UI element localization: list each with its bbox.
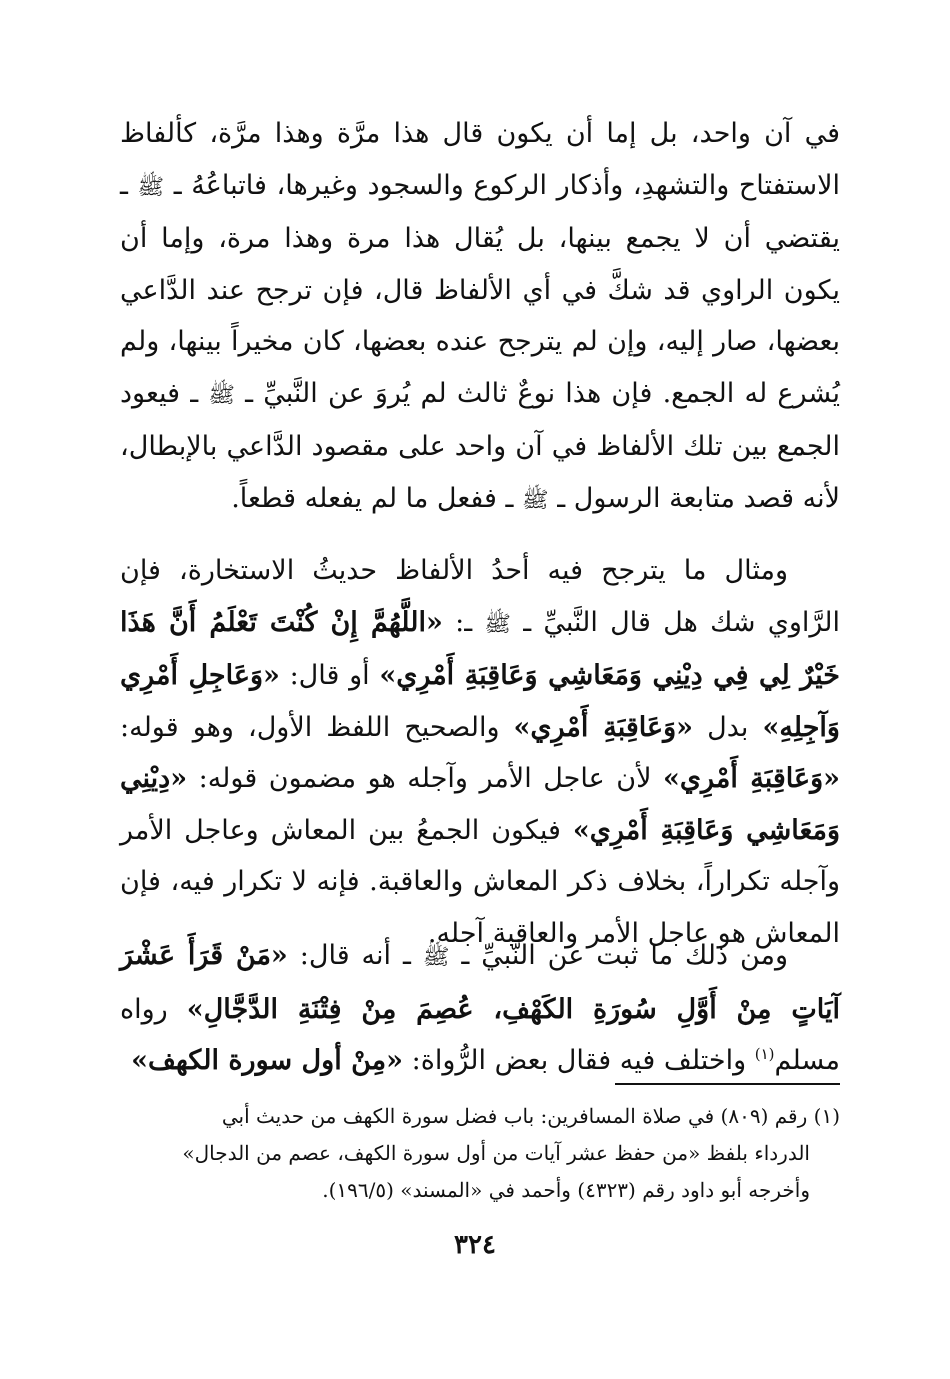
footnotes xyxy=(120,1098,840,1209)
hadith-quote: «وَعَاجِلِ أَمْرِي وَآجِلِهِ» xyxy=(120,660,840,743)
text-run: أو قال: xyxy=(279,660,380,691)
text-run: ـ: xyxy=(442,606,485,638)
paragraph-2-text xyxy=(120,545,840,959)
hadith-quote: «مِنْ أول سورة الكهف» xyxy=(131,1045,404,1076)
text-run: في آن واحد، بل إما أن يكون قال هذا مرَّة وهذا مرَّة، كألفاظ الاستفتاح والتشهدِ، وأذكار الركوع والسجود وغيرها، فاتباعُهُ ـ xyxy=(120,118,840,201)
page-number: ٣٢٤ xyxy=(454,1230,496,1260)
hadith-quote: «مَنْ قَرَأَ عَشْرَ آيَاتٍ مِنْ أَوَّلِ سُورَةِ الكَهْفِ، عُصِمَ مِنْ فِتْنَةِ الدَّجَّالِ» xyxy=(120,940,840,1025)
hadith-quote: «وَعَاقِبَةِ أَمْرِي» xyxy=(513,711,694,743)
text-run: ومن ذلك ما ثبت عن النَّبيِّ ـ xyxy=(449,940,788,971)
hadith-quote: «اللَّهُمَّ إِنْ كُنْتَ تَعْلَمُ أَنَّ هَذَا خَيْرٌ لِي فِي دِيْنِي وَمَعَاشِي وَعَاقِبَةِ أَمْرِي» xyxy=(120,606,840,691)
salla-glyph: ﷺ xyxy=(208,382,235,408)
paragraph-3 xyxy=(120,930,840,1087)
paragraph-1-text xyxy=(120,108,840,526)
salla-glyph: ﷺ xyxy=(137,174,165,200)
text-run: ـ يقتضي أن لا يجمع بينها، بل يُقال هذا مرة وهذا مرة، وإما أن يكون الراوي قد شكَّ في أي الألفاظ قال، فإن ترجح عند الدَّاعي بعضها، صار إليه، وإن لم يترجح عنده بعضها، كان مخيراً بينها، ولم يُشرع له الجمع. فإن هذا نوعٌ ثالث لم يُروَ عن النَّبيِّ ـ xyxy=(120,169,840,409)
text-run: ـ فيعود الجمع بين تلك الألفاظ في آن واحد على مقصود الدَّاعي بالإبطال، لأنه قصد متابعة الرسول ـ xyxy=(120,377,840,514)
text-run: فيكون الجمعُ بين المعاش وعاجل الأمر وآجله تكراراً، بخلاف ذكر المعاش والعاقبة. فإنه لا تكرار فيه، فإن المعاش هو عاجل الأمر والعاقبة آجله. xyxy=(120,814,840,949)
paragraph-1 xyxy=(120,108,840,526)
paragraph-2 xyxy=(120,545,840,959)
footnote-1-line-2: الدرداء بلفظ «من حفظ عشر آيات من أول سورة الكهف، عصم من الدجال» xyxy=(182,1141,810,1165)
footnote-divider xyxy=(615,1083,840,1085)
text-run: لأن عاجل الأمر وآجله هو مضمون قوله: xyxy=(187,763,663,794)
footnote-1-line-1: (١) رقم (٨٠٩) في صلاة المسافرين: باب فضل سورة الكهف من حديث أبي xyxy=(221,1104,840,1128)
salla-glyph: ﷺ xyxy=(422,945,450,970)
hadith-quote: «دِيْنِي وَمَعَاشِي وَعَاقِبَةِ أَمْرِي» xyxy=(120,763,840,846)
text-run: والصحيح اللفظ الأول، وهو قوله: xyxy=(120,711,514,743)
text-run: ـ أنه قال: xyxy=(287,940,423,971)
footnote-1-line-3: وأخرجه أبو داود رقم (٤٣٢٣) وأحمد في «المسند» (١٩٦/٥). xyxy=(322,1178,810,1202)
text-run: بدل xyxy=(693,711,763,743)
text-run: ومثال ما يترجح فيه أحدُ الألفاظ حديثُ الاستخارة، فإن الرَّاوي شك هل قال النَّبيِّ ـ xyxy=(120,555,841,638)
paragraph-3-text xyxy=(120,930,840,1087)
salla-glyph: ﷺ xyxy=(522,487,549,513)
text-run: ـ ففعل ما لم يفعله قطعاً. xyxy=(231,482,523,514)
footnote-reference[interactable]: (١) xyxy=(754,1045,775,1063)
text-run: واختلف فيه فقال بعض الرُّواة: xyxy=(403,1045,755,1076)
salla-glyph: ﷺ xyxy=(484,611,511,637)
hadith-quote: «وَعَاقِبَةِ أَمْرِي» xyxy=(663,763,840,794)
text-run: رواه مسلم xyxy=(120,993,840,1076)
